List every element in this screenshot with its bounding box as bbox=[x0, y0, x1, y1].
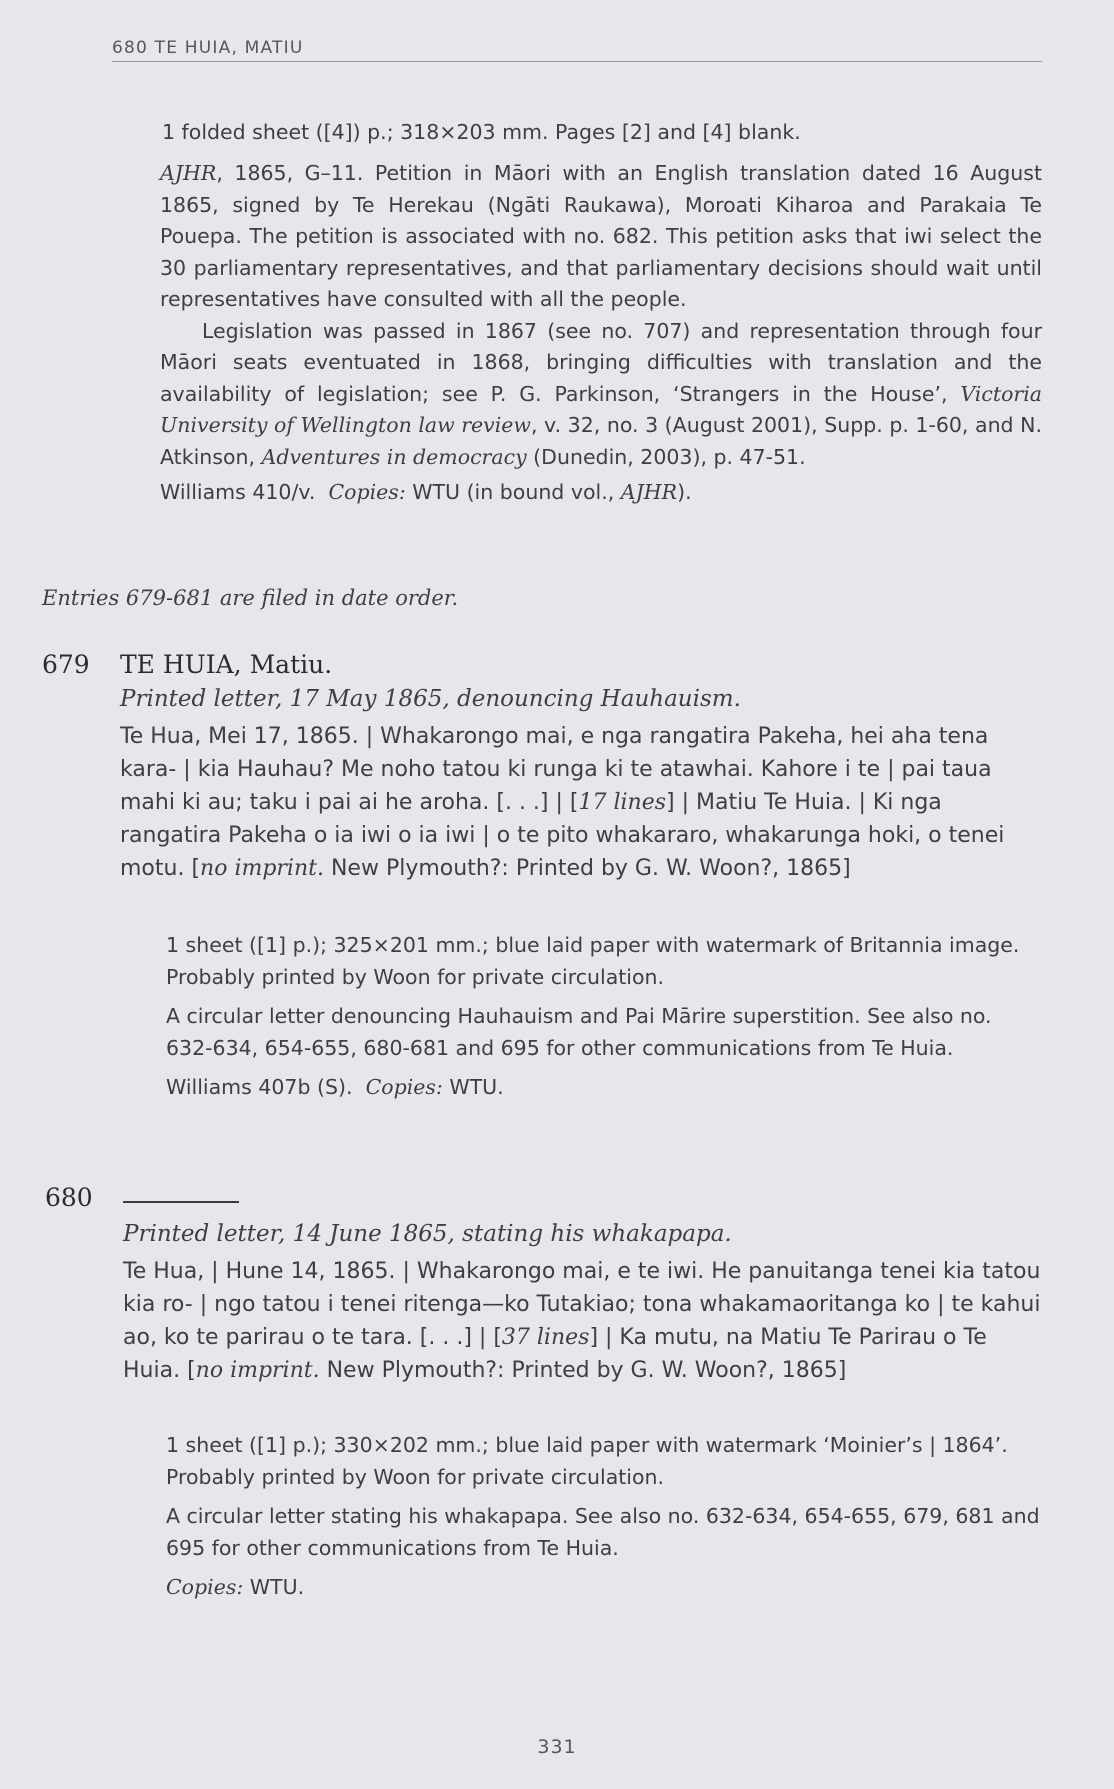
entry-transcription-679: Te Hua, Mei 17, 1865. | Whakarongo mai, e nga rangatira Pakeha, hei aha tena kara- | kia Hauhau? Me noho tatou ki runga ki te atawhai. Kahore i te | pai taua mahi ki au; taku i pai ai he aroha. [. . .] | [17 lines] | Matiu Te Huia. | Ki nga rangatira Pakeha o ia iwi o ia iwi | o te pito whakararo, whakarunga hoki, o tenei motu. [no imprint. New Plymouth?: Printed by G. W. Woon?, 1865] bbox=[120, 724, 1005, 881]
prev-entry-note-2: Legislation was passed in 1867 (see no. 707) and representation through four Māori seats eventuated in 1868, bringing difficulties with translation and the availability of legislation; see P. G. Parkinson, ‘Strangers in the House’, Victoria University of Wellington law review, v. 32, no. 3 (August 2001), Supp. p. 1-60, and N. Atkinson, Adventures in democracy (Dunedin, 2003), p. 47-51. bbox=[160, 318, 1042, 469]
entry-note-679: A circular letter denouncing Hauhauism and Pai Mārire superstition. See also no. 632-634, 654-655, 680-681 and 695 for other communications from Te Huia. bbox=[166, 1004, 992, 1060]
entry-title-680: Printed letter, 14 June 1865, stating his whakapapa. bbox=[123, 1221, 732, 1247]
prev-entry-note-1: AJHR, 1865, G–11. Petition in Māori with an English translation dated 16 August 1865, signed by Te Herekau (Ngāti Raukawa), Moroati Kiharoa and Parakaia Te Pouepa. The petition is associated with no. 682. This petition asks that iwi select the 30 parliamentary representatives, and that parliamentary decisions should wait until representatives have consulted with all the people. bbox=[160, 161, 1042, 311]
entry-transcription-680: Te Hua, | Hune 14, 1865. | Whakarongo mai, e te iwi. He panuitanga tenei kia tatou kia ro- | ngo tatou i tenei ritenga—ko Tutakiao; tona whakamaoritanga ko | te kahui ao, ko te parirau o te tara. [. . .] | [37 lines] | Ka mutu, na Matiu Te Parirau o Te Huia. [no imprint. New Plymouth?: Printed by G. W. Woon?, 1865] bbox=[123, 1259, 1041, 1383]
repeated-author-dash bbox=[123, 1201, 239, 1203]
entry-collation-680: 1 sheet ([1] p.); 330×202 mm.; blue laid paper with watermark ‘Moinier’s | 1864’. Probably printed by Woon for private circulation. bbox=[166, 1433, 1008, 1489]
entry-number-680: 680 bbox=[45, 1183, 93, 1212]
entry-title-679: Printed letter, 17 May 1865, denouncing Hauhauism. bbox=[120, 686, 741, 712]
entry-refs-680: Copies: WTU. bbox=[166, 1575, 305, 1599]
prev-entry-collation: 1 folded sheet ([4]) p.; 318×203 mm. Pages [2] and [4] blank. bbox=[162, 120, 801, 144]
entry-collation-679: 1 sheet ([1] p.); 325×201 mm.; blue laid paper with watermark of Britannia image. Probably printed by Woon for private circulation. bbox=[166, 933, 1020, 989]
prev-entry-refs: Williams 410/v. Copies: WTU (in bound vol., AJHR). bbox=[160, 480, 692, 504]
entry-heading-679: TE HUIA, Matiu. bbox=[120, 650, 333, 679]
entry-note-680: A circular letter stating his whakapapa. See also no. 632-634, 654-655, 679, 681 and 695 for other communications from Te Huia. bbox=[166, 1504, 1040, 1560]
page-number: 331 bbox=[537, 1736, 577, 1758]
header-rule bbox=[112, 61, 1042, 62]
prev-entry-notes bbox=[160, 158, 1042, 509]
entry-number-679: 679 bbox=[42, 650, 90, 679]
entry-refs-679: Williams 407b (S). Copies: WTU. bbox=[166, 1075, 504, 1099]
entry-details-679 bbox=[166, 930, 1042, 1104]
filing-note: Entries 679-681 are filed in date order. bbox=[42, 586, 459, 610]
entry-details-680 bbox=[166, 1430, 1042, 1604]
running-head: 680 TE HUIA, MATIU bbox=[112, 38, 304, 58]
